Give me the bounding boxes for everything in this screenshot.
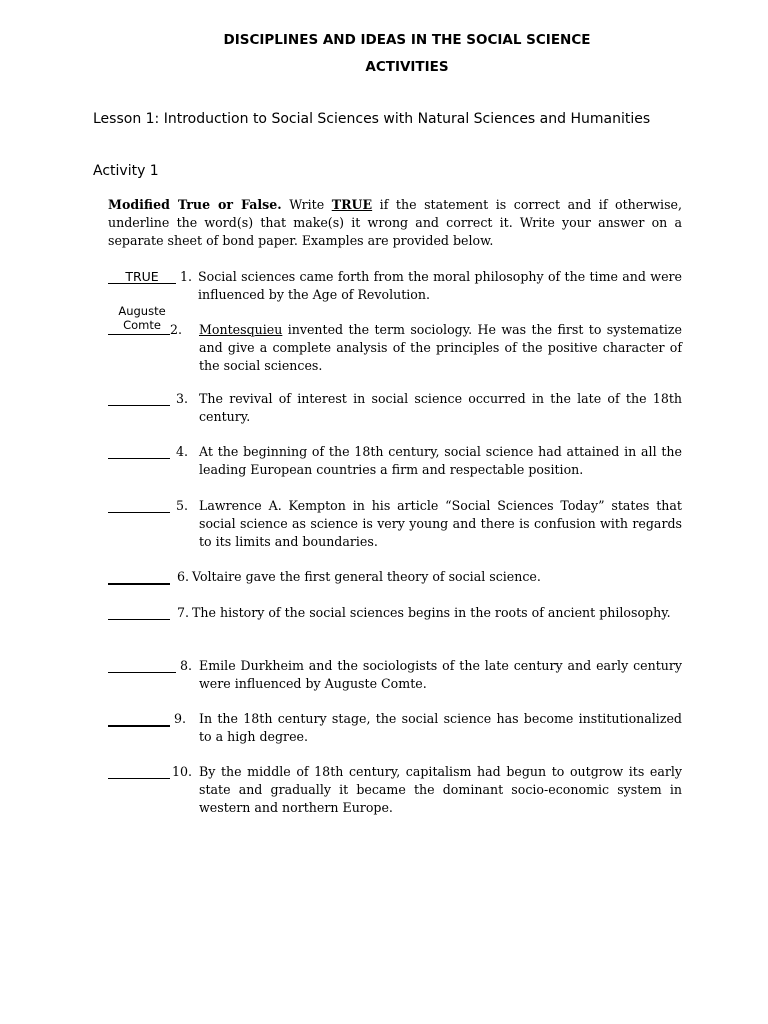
list-item	[108, 303, 682, 373]
document-title: DISCIPLINES AND IDEAS IN THE SOCIAL SCIENCE	[223, 32, 591, 48]
list-item	[108, 268, 682, 304]
instructions-part1: Write	[281, 197, 332, 212]
list-item	[108, 497, 682, 551]
document-subtitle: ACTIVITIES	[365, 59, 449, 75]
list-item	[108, 604, 682, 640]
list-item	[108, 710, 682, 746]
underlined-word: Montesquieu	[199, 322, 283, 337]
item-number: 6.	[176, 569, 189, 584]
answer-blank	[108, 604, 170, 620]
instructions	[108, 196, 682, 250]
item-text: Lawrence A. Kempton in his article “Social Sciences Today” states that social science as science is very young and there is confusion with regards to its limits and boundaries.	[199, 498, 682, 549]
answer-blank	[108, 497, 170, 513]
answer-blank	[108, 390, 170, 406]
item-text: By the middle of 18th century, capitalism had begun to outgrow its early state and gradually it became the dominant socio-economic system in western and northern Europe.	[199, 764, 682, 815]
activity-heading: Activity 1	[93, 163, 159, 179]
item-text: The revival of interest in social science occurred in the late of the 18th century.	[199, 391, 682, 424]
answer-blank	[108, 657, 176, 673]
item-number: 2.	[169, 322, 182, 337]
list-item	[108, 390, 682, 426]
lesson-heading: Lesson 1: Introduction to Social Sciences with Natural Sciences and Humanities	[93, 111, 651, 127]
item-text: Emile Durkheim and the sociologists of the late century and early century were influenced by Auguste Comte.	[199, 658, 682, 691]
answer-blank	[108, 443, 170, 459]
item-number: 4.	[175, 444, 188, 459]
item-text	[192, 604, 682, 622]
list-item	[108, 568, 682, 586]
item-number: 5.	[175, 498, 188, 513]
item-number: 1.	[179, 269, 192, 284]
instructions-part2: if the statement is correct and if otherwise, underline the word(s) that make(s) it wrong and correct it. Write your answer on a separate sheet of bond paper. Examples are provided below.	[108, 197, 682, 248]
answer-text: Auguste Comte	[118, 304, 166, 332]
item-number: 3.	[175, 391, 188, 406]
instructions-keyword: TRUE	[331, 197, 373, 212]
item-number: 10.	[171, 764, 192, 779]
item-number: 9.	[173, 711, 186, 726]
item-number: 7.	[176, 605, 189, 620]
item-text: Social sciences came forth from the moral philosophy of the time and were influenced by the Age of Revolution.	[198, 269, 682, 302]
answer-blank	[108, 710, 170, 727]
list-item	[108, 443, 682, 479]
item-text: At the beginning of the 18th century, social science had attained in all the leading European countries a firm and respectable position.	[199, 444, 682, 477]
item-text: Montesquieu invented the term sociology. He was the first to systematize and give a complete analysis of the principles of the positive character of the social sciences.	[199, 322, 682, 373]
answer-blank	[108, 268, 176, 284]
answer-blank	[108, 763, 170, 779]
answer-blank	[108, 319, 170, 335]
answer-blank	[108, 568, 170, 585]
list-item	[108, 657, 682, 693]
answer-text: TRUE	[125, 269, 159, 284]
item-text: In the 18th century stage, the social science has become institutionalized to a high degree.	[199, 711, 682, 744]
item-number: 8.	[179, 658, 192, 673]
list-item	[108, 763, 682, 817]
instructions-lead: Modified True or False.	[108, 197, 282, 212]
item-text-wrap: The history of the social sciences begins in the roots of ancient philosophy.	[192, 605, 671, 620]
item-text: Voltaire gave the first general theory of social science.	[192, 569, 541, 584]
